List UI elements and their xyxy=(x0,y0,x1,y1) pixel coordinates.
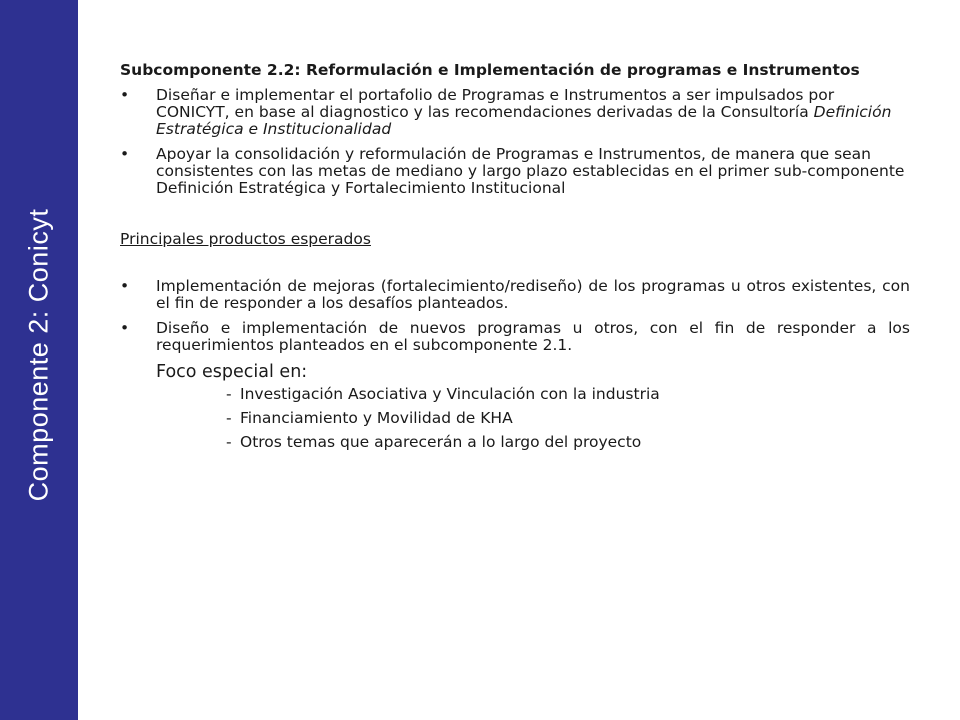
list-item xyxy=(120,320,910,354)
focus-label: Foco especial en: xyxy=(156,362,308,382)
dash-icon: - xyxy=(226,385,232,403)
bullet-italic-text: Definición Estratégica e Institucionalidad xyxy=(156,103,892,138)
focus-item xyxy=(120,386,910,403)
bullet-icon: • xyxy=(120,319,130,337)
bullet-text: Diseñar e implementar el portafolio de Programas e Instrumentos a ser impulsados por CONICYT, en base al diagnostico y las recomendaciones derivadas de la Consultoría xyxy=(156,86,835,121)
dash-icon: - xyxy=(226,433,232,451)
focus-item-text: Otros temas que aparecerán a lo largo del proyecto xyxy=(240,433,642,451)
bullet-text: Implementación de mejoras (fortalecimiento/rediseño) de los programas u otros existentes, con el fin de responder a los desafíos planteados. xyxy=(156,277,910,312)
bullet-icon: • xyxy=(120,145,130,163)
bullet-text: Apoyar la consolidación y reformulación de Programas e Instrumentos, de manera que sean consistentes con las metas de mediano y largo plazo establecidas en el primer sub-componente Definición Estratégica y Fortalecimiento Institucional xyxy=(156,145,905,197)
slide-content xyxy=(120,62,910,458)
list-item xyxy=(120,87,910,138)
list-item xyxy=(120,146,910,197)
dash-icon: - xyxy=(226,409,232,427)
list-item xyxy=(120,278,910,312)
bullet-icon: • xyxy=(120,277,130,295)
focus-item xyxy=(120,434,910,451)
products-heading: Principales productos esperados xyxy=(120,230,371,248)
sidebar-title: Componente 2: Conicyt xyxy=(23,208,54,502)
bullet-text: Diseño e implementación de nuevos programas u otros, con el fin de responder a los requerimientos planteados en el subcomponente 2.1. xyxy=(156,319,910,354)
bullet-icon: • xyxy=(120,86,130,104)
sidebar xyxy=(0,0,78,720)
focus-item xyxy=(120,410,910,427)
subcomponent-heading: Subcomponente 2.2: Reformulación e Implementación de programas e Instrumentos xyxy=(120,61,860,79)
focus-item-text: Financiamiento y Movilidad de KHA xyxy=(240,409,513,427)
focus-item-text: Investigación Asociativa y Vinculación con la industria xyxy=(240,385,660,403)
